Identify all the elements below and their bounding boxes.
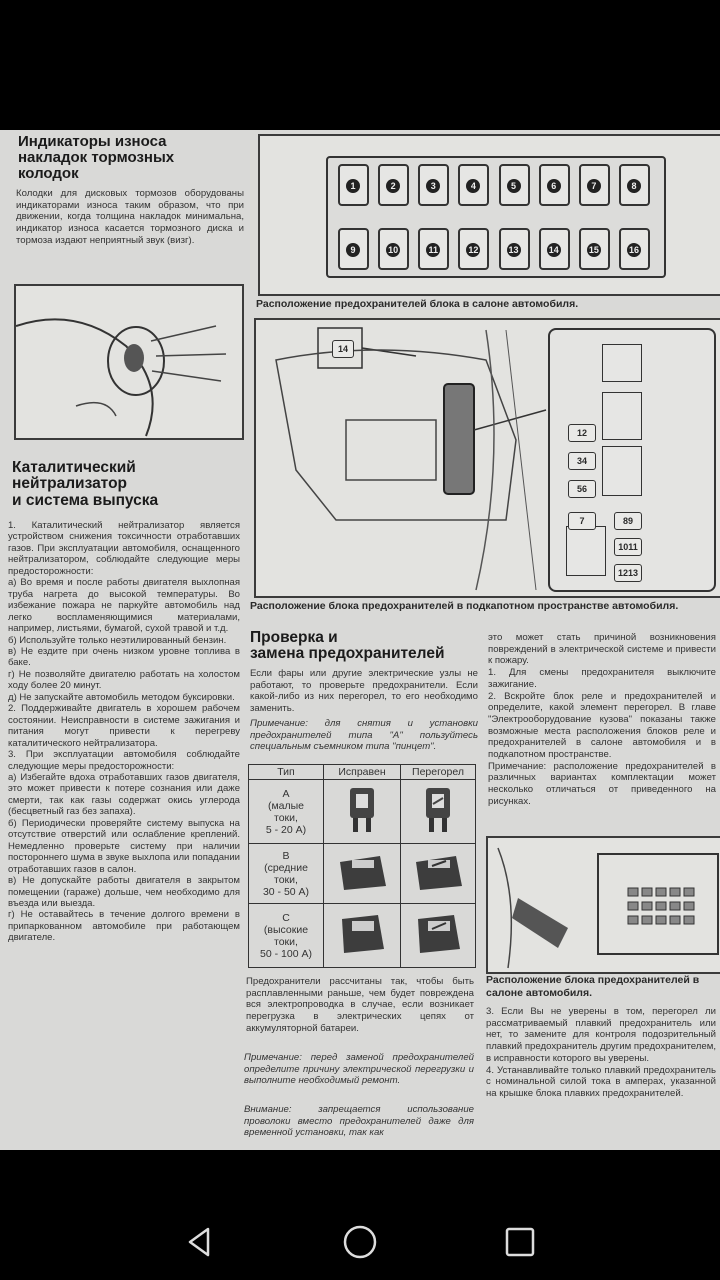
fuse-b-blown-icon	[401, 844, 476, 904]
type-a: А (малые токи, 5 - 20 А)	[249, 780, 324, 844]
home-icon	[342, 1224, 378, 1260]
fuse-8: 8	[619, 164, 650, 206]
fuse-row-top	[338, 164, 650, 206]
fuse-a-ok-icon	[324, 780, 401, 844]
fuse-12: 12	[458, 228, 489, 270]
para-fuse-verify: 3. Если Вы не уверены в том, перегорел ли рассматриваемый плавкий предохранитель или нет, то замените для контроля подозрительный плавкий предохранитель другим предохранителем, в исправности которого вы уверены. 4. Устанавливайте только плавкий предохранитель с номинальной силой тока в амперах, указанной на крышке блока плавких предохранителей.	[486, 1006, 716, 1099]
fuse-7: 7	[579, 164, 610, 206]
fuse-pair-56: 56	[568, 480, 596, 498]
warning-wire: Внимание: запрещается использование проволоки вместо предохранителей даже для временной установки, так как	[244, 1104, 474, 1139]
fuse-6: 6	[539, 164, 570, 206]
figure-brake-disc	[14, 284, 244, 440]
fuse-14: 14	[539, 228, 570, 270]
relay-large-1	[602, 392, 642, 440]
document-page	[0, 130, 720, 1150]
type-c: С (высокие токи, 50 - 100 А)	[249, 904, 324, 968]
fuse-1: 1	[338, 164, 369, 206]
relay-top	[602, 344, 642, 382]
para-catalytic: 1. Каталитический нейтрализатор является устройством снижения токсичности отработавших газов. При эксплуатации автомобиля, оснащенного нейтрализатором, соблюдайте следующие меры предосторожности: а) Во время и после работы двигателя выхлопная труба нагрета до высокой температуры. Во избежание пожара не паркуйте автомобиль над легко воспламеняющимися материалами, например, листьями, бумагой, сухой травой и т.д. б) Используйте только неэтилированный бензин. в) Не ездите при очень низком уровне топлива в баке. г) Не позволяйте двигателю работать на холостом ходу более 20 минут. д) Не запускайте автомобиль методом буксировки. 2. Поддерживайте двигатель в хорошем рабочем состоянии. Неисправности в системе зажигания и питания могут привести к перегреву каталитического нейтрализатора. 3. При эксплуатации автомобиля соблюдайте следующие меры предосторожности: а) Избегайте вдоха отработавших газов двигателя, это может привести к потере сознания или даже смерти, так как газы содержат окись углерода (бесцветный газ без запаха). б) Периодически проверяйте систему выпуска на отсутствие отверстий или ослабление креплений. Немедленно проверьте систему при наличии постороннего шума в звуке выхлопа или попадании отработавших газов в салон. в) Не допускайте работы двигателя в закрытом помещении (гараже) дольше, чем необходимо для въезда или выезда. г) Не оставайтесь в течение долгого времени в припаркованном автомобиле при работающем двигателе.	[8, 520, 240, 944]
figure-fuse-block	[258, 134, 720, 296]
note-before-replace: Примечание: перед заменой предохранителей определите причину электрической перегрузки и выполните необходимый ремонт.	[244, 1052, 474, 1087]
brake-disc-drawing	[16, 286, 242, 438]
relay-large-3	[566, 526, 606, 576]
caption-cabin-fusebox: Расположение блока предохранителей в салоне автомобиля.	[486, 974, 700, 999]
system-nav-bar	[0, 1200, 720, 1280]
col-type: Тип	[249, 765, 324, 780]
caption-fuse-block: Расположение предохранителей блока в салоне автомобиля.	[256, 298, 579, 310]
back-icon	[184, 1226, 216, 1258]
fuse-9: 9	[338, 228, 369, 270]
fuse-pair-34: 34	[568, 452, 596, 470]
engine-callout: 14	[332, 340, 354, 358]
type-b: В (средние токи, 30 - 50 А)	[249, 844, 324, 904]
fuse-c-ok-icon	[324, 904, 401, 968]
fuse-c-blown-icon	[401, 904, 476, 968]
fuse-4: 4	[458, 164, 489, 206]
fuse-3: 3	[418, 164, 449, 206]
cabin-fusebox-drawing	[488, 838, 720, 972]
recents-button[interactable]	[498, 1220, 542, 1264]
fuse-types-table	[248, 764, 476, 968]
fuse-2: 2	[378, 164, 409, 206]
relay-large-2	[602, 446, 642, 496]
fuse-15: 15	[579, 228, 610, 270]
col-blown: Перегорел	[401, 765, 476, 780]
back-button[interactable]	[178, 1220, 222, 1264]
fuse-b-ok-icon	[324, 844, 401, 904]
home-button[interactable]	[338, 1220, 382, 1264]
fuse-13: 13	[499, 228, 530, 270]
figure-engine-bay	[254, 318, 720, 598]
para-replace-steps: это может стать причиной возникновения повреждений в электрической системе и привести к пожару. 1. Для смены предохранителя выключите зажигание. 2. Вскройте блок реле и предохранителей и определите, какой элемент перегорел. В главе "Электрооборудование кузова" показаны также возможные места расположения блоков реле и предохранителей в салоне автомобиля и в подкапотном пространстве. Примечание: расположение предохранителей в различных вариантах комплектации может несколько отличаться от приведенного на рисунках.	[488, 632, 716, 807]
fuse-11: 11	[418, 228, 449, 270]
fuse-pair-12: 12	[568, 424, 596, 442]
para-fuse-purpose: Предохранители рассчитаны так, чтобы быть расплавленными раньше, чем будет повреждена вся электропроводка в случае, если возникает перегрузка в электрических цепях от аккумуляторной батареи.	[246, 976, 474, 1034]
caption-engine-bay: Расположение блока предохранителей в подкапотном пространстве автомобиля.	[250, 600, 679, 612]
fuse-5: 5	[499, 164, 530, 206]
fuse-pair-89: 89	[614, 512, 642, 530]
fuse-row-bottom	[338, 228, 650, 270]
figure-cabin-fusebox	[486, 836, 720, 974]
fuse-10: 10	[378, 228, 409, 270]
heading-fuse-check: Проверка и замена предохранителей	[250, 629, 445, 663]
fuse-a-blown-icon	[401, 780, 476, 844]
recents-icon	[504, 1226, 536, 1258]
para-fuse-check: Если фары или другие электрические узлы не работают, то проверьте предохранители. Если какой-либо из них перегорел, то его необходимо заменить.	[250, 668, 478, 715]
para-brake-wear: Колодки для дисковых тормозов оборудованы индикаторами износа таким образом, что при движении, когда толщина накладок минимальна, индикатор износа касается тормозного диска и тормоза издают неприятный звук (визг).	[16, 188, 244, 246]
fuse-16: 16	[619, 228, 650, 270]
fuse-box-detail	[548, 328, 716, 592]
fuse-pair-1011: 1011	[614, 538, 642, 556]
note-tweezers: Примечание: для снятия и установки предохранителей типа "А" пользуйтесь специальным съемником типа "пинцет".	[250, 718, 478, 753]
fuse-pair-1213: 1213	[614, 564, 642, 582]
heading-catalytic: Каталитический нейтрализатор и система выпуска	[12, 459, 159, 509]
heading-brake-wear: Индикаторы износа накладок тормозных колодок	[18, 133, 175, 182]
col-ok: Исправен	[324, 765, 401, 780]
fuse-7: 7	[568, 512, 596, 530]
